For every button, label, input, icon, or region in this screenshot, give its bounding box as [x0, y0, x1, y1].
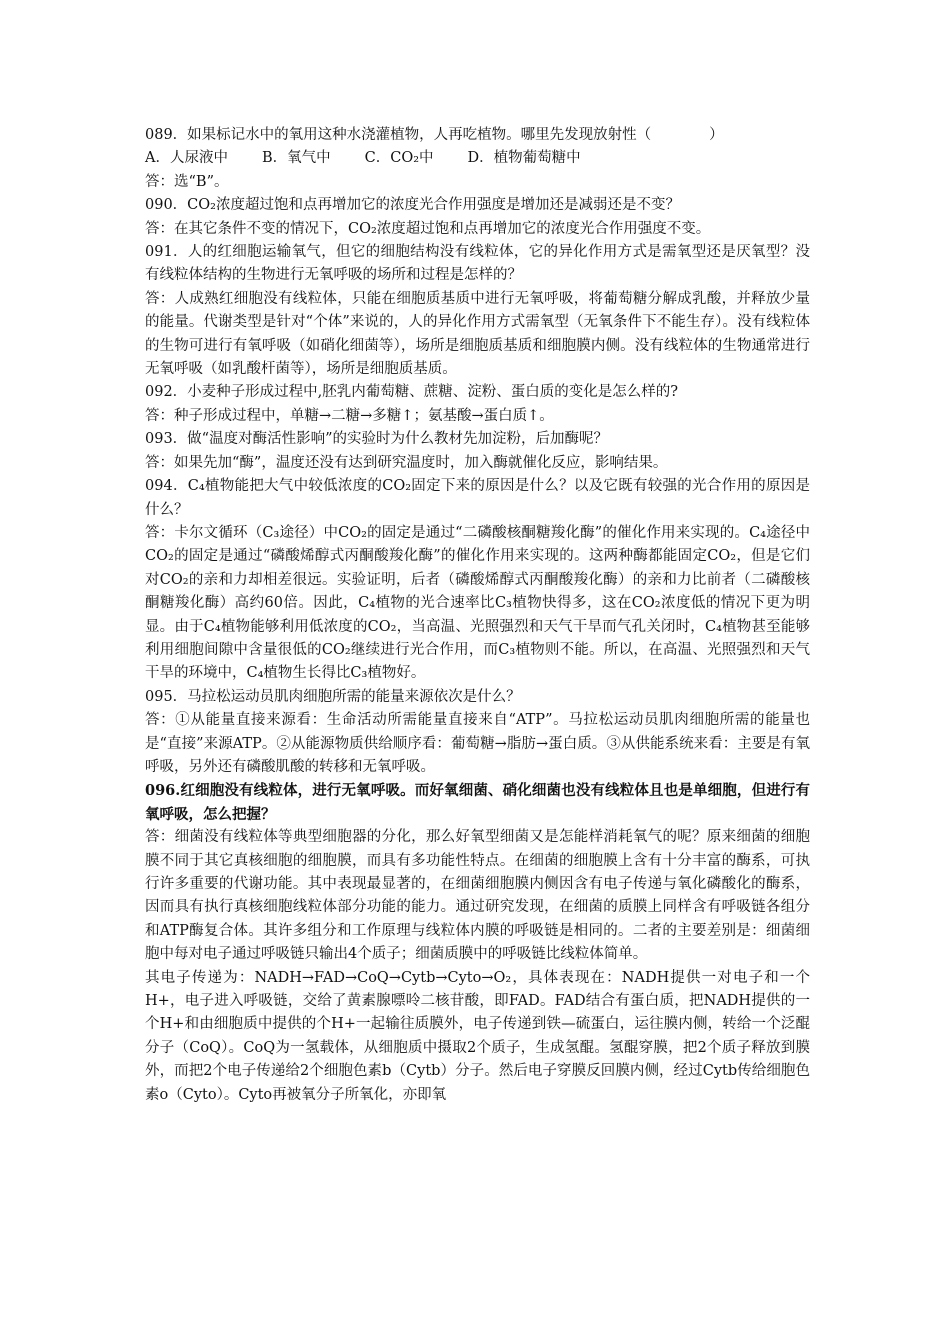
q096-answer: 答：细菌没有线粒体等典型细胞器的分化，那么好氧型细菌又是怎能样消耗氧气的呢？原来细菌的细胞膜不同于其它真核细胞的细胞膜，而具有多功能性特点。在细菌的细胞膜上含有十分丰富的酶系，可执行许多重要的代谢功能。其中表现最显著的，在细菌细胞膜内侧因含有电子传递与氧化磷酸化的酶系，因而具有执行真核细胞线粒体部分功能的能力。通过研究发现，在细菌的质膜上同样含有呼吸链各组分和ATP酶复合体。其许多组分和工作原理与线粒体内膜的呼吸链是相同的。二者的主要差别是：细菌细胞中每对电子通过呼吸链只输出4个质子；细菌质膜中的呼吸链比线粒体简单。 — [145, 829, 810, 963]
option-a: A．人尿液中 — [145, 150, 228, 167]
q094-question: 094．C₄植物能把大气中较低浓度的CO₂固定下来的原因是什么？以及它既有较强的光合作用的原因是什么？ — [145, 478, 810, 518]
q091-question: 091．人的红细胞运输氧气，但它的细胞结构没有线粒体，它的异化作用方式是需氧型还是厌氧型？没有线粒体结构的生物进行无氧呼吸的场所和过程是怎样的？ — [145, 244, 810, 284]
q095-question: 095．马拉松运动员肌肉细胞所需的能量来源依次是什么？ — [145, 688, 521, 705]
option-c: C．CO₂中 — [364, 150, 434, 167]
document-page — [145, 124, 810, 1107]
option-d: D．植物葡萄糖中 — [467, 150, 581, 167]
q096-answer-continued: 其电子传递为：NADH→FAD→CoQ→Cytb→Cyto→O₂，具体表现在：NADH提供一对电子和一个H+，电子进入呼吸链，交给了黄素腺嘌呤二核苷酸，即FAD。FAD结合有蛋白质，把NADH提供的一个H+和由细胞质中提供的个H+一起输往质膜外，电子传递到铁—硫蛋白，运往膜内侧，转给一个泛醌分子（CoQ）。CoQ为一氢载体，从细胞质中摄取2个质子，生成氢醌。氢醌穿膜，把2个质子释放到膜外，而把2个电子传递给2个细胞色素b（Cytb）分子。然后电子穿膜反回膜内侧，经过Cytb传给细胞色素o（Cyto）。Cyto再被氧分子所氧化，亦即氧 — [145, 969, 810, 1103]
q091-answer: 答：人成熟红细胞没有线粒体，只能在细胞质基质中进行无氧呼吸，将葡萄糖分解成乳酸，并释放少量的能量。代谢类型是针对“个体”来说的，人的异化作用方式需氧型（无氧条件下不能生存）。没有线粒体的生物可进行有氧呼吸（如硝化细菌等），场所是细胞质基质和细胞膜内侧。没有线粒体的生物通常进行无氧呼吸（如乳酸杆菌等），场所是细胞质基质。 — [145, 290, 810, 378]
q093-question: 093．做“温度对酶活性影响”的实验时为什么教材先加淀粉，后加酶呢？ — [145, 431, 608, 448]
q089-question: 089．如果标记水中的氧用这种水浇灌植物，人再吃植物。哪里先发现放射性（ ） — [145, 127, 724, 143]
q092-question: 092．小麦种子形成过程中,胚乳内葡萄糖、蔗糖、淀粉、蛋白质的变化是怎么样的? — [145, 384, 679, 401]
q089-options — [145, 147, 810, 170]
q096-question: 096.红细胞没有线粒体，进行无氧呼吸。而好氧细菌、硝化细菌也没有线粒体且也是单细胞，但进行有氧呼吸，怎么把握？ — [145, 782, 810, 823]
q092-answer: 答：种子形成过程中，单糖→二糖→多糖↑；氨基酸→蛋白质↑。 — [145, 407, 554, 424]
q090-answer: 答：在其它条件不变的情况下，CO₂浓度超过饱和点再增加它的浓度光合作用强度不变。 — [145, 220, 711, 237]
q094-answer: 答：卡尔文循环（C₃途径）中CO₂的固定是通过“二磷酸核酮糖羧化酶”的催化作用来实现的。C₄途径中CO₂的固定是通过“磷酸烯醇式丙酮酸羧化酶”的催化作用来实现的。这两种酶都能固定CO₂，但是它们对CO₂的亲和力却相差很远。实验证明，后者（磷酸烯醇式丙酮酸羧化酶）的亲和力比前者（二磷酸核酮糖羧化酶）高约60倍。因此，C₄植物的光合速率比C₃植物快得多，这在CO₂浓度低的情况下更为明显。由于C₄植物能够利用低浓度的CO₂，当高温、光照强烈和天气干旱而气孔关闭时，C₄植物甚至能够利用细胞间隙中含量很低的CO₂继续进行光合作用，而C₃植物则不能。所以，在高温、光照强烈和天气干旱的环境中，C₄植物生长得比C₃植物好。 — [145, 524, 810, 682]
q090-question: 090．CO₂浓度超过饱和点再增加它的浓度光合作用强度是增加还是减弱还是不变？ — [145, 197, 680, 214]
q095-answer: 答：①从能量直接来源看：生命活动所需能量直接来自“ATP”。马拉松运动员肌肉细胞所需的能量也是“直接”来源ATP。②从能源物质供给顺序看：葡萄糖→脂肪→蛋白质。③从供能系统来看：主要是有氧呼吸，另外还有磷酸肌酸的转移和无氧呼吸。 — [145, 712, 810, 775]
q089-answer: 答：选“B”。 — [145, 173, 229, 190]
q093-answer: 答：如果先加“酶”，温度还没有达到研究温度时，加入酶就催化反应，影响结果。 — [145, 454, 668, 471]
option-b: B．氧气中 — [261, 150, 331, 167]
